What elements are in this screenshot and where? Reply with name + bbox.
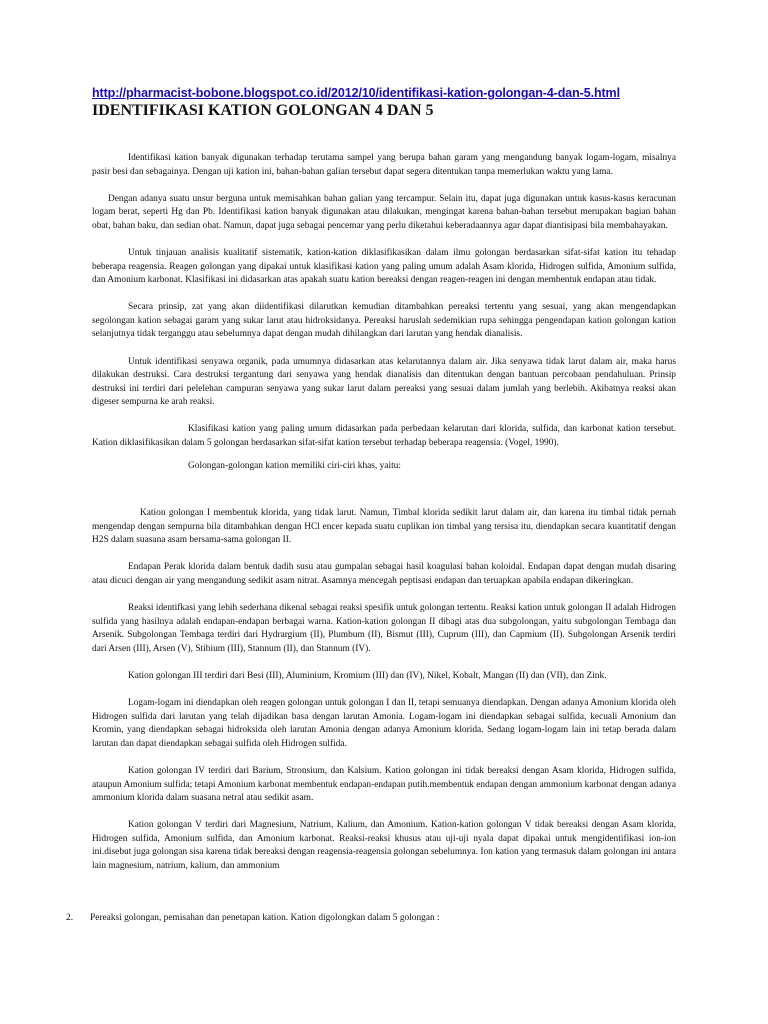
paragraph-characteristics: Golongan-golongan kation memiliki ciri-ciri khas, yaitu: <box>188 460 401 471</box>
list-number: 2. <box>66 913 74 923</box>
paragraph-group-1: Kation golongan I membentuk klorida, yang tidak larut. Namun, Timbal klorida sedikit larut dalam air, dan karena itu timbal tidak pernah mengendap dengan sempurna bila ditambahkan dengan HCl encer kepada suatu cuplikan ion timbal yang tersisa itu, diendapkan secara kuantitatif dengan H2S dalam suasana asam bersama-sama golongan II. <box>92 508 676 546</box>
source-url-link[interactable]: http://pharmacist-bobone.blogspot.co.id/2012/10/identifikasi-kation-golongan-4-dan-5.html <box>92 86 620 100</box>
paragraph-group-2: Reaksi identifkasi yang lebih sederhana dikenal sebagai reaksi spesifik untuk golongan tertentu. Reaksi kation untuk golongan II adalah Hidrogen sulfida yang hasilnya adalah endapan-endapan berbagai warna. Kation-kation golongan II dibagi atas dua subgolongan, yaitu subgolongan Tembaga dan Arsenik. Subgolongan Tembaga terdiri dari Hydrargium (II), Plumbum (II), Bismut (III), Cuprum (III), dan Capmium (II). Subgolongan Arsenik terdiri dari Arsen (III), Arsen (V), Stibium (III), Stannum (II), dan Stannum (IV). <box>92 603 676 654</box>
document-title: IDENTIFIKASI KATION GOLONGAN 4 DAN 5 <box>92 102 434 119</box>
numbered-item <box>66 912 440 926</box>
paragraph-intro: Identifikasi kation banyak digunakan terhadap terutama sampel yang berupa bahan garam yang mengandung banyak logam-logam, misalnya pasir besi dan sebagainya. Dengan uji kation ini, bahan-bahan galian tersebut dapat segera ditentukan tanpa memerlukan waktu yang lama. <box>92 153 676 177</box>
paragraph-classification: Klasifikasi kation yang paling umum didasarkan pada perbedaan kelarutan dari klorida, sulfida, dan karbonat kation tersebut. Kation diklasifikasikan dalam 5 golongan berdasarkan sifat-sifat kation tersebut terhadap beberapa reagensia. (Vogel, 1990). <box>92 424 676 448</box>
paragraph-group-3-metals: Logam-logam ini diendapkan oleh reagen golongan untuk golongan I dan II, tetapi semuanya diendapkan. Dengan adanya Amonium klorida oleh Hidrogen sulfida dari larutan yang telah dijadikan basa dengan larutan Amonia. Logam-logam ini diendapkan sebagai sulfida, kecuali Amonium dan Kromin, yang diendapkan sebagai hidroksida oleh larutan Amonia dengan adanya Amonium klorida. Sedang logam-logam lain ini tetap berada dalam larutan dan dapat diendapkan sebagai sulfida oleh Hidrogen sulfida. <box>92 698 676 749</box>
paragraph-analysis: Untuk tinjauan analisis kualitatif sistematik, kation-kation diklasifikasikan dalam ilmu golongan berdasarkan sifat-sifat kation itu tehadap beberapa reagensia. Reagen golongan yang dipakai untuk klasifikasi kation yang paling umum adalah Asam klorida, Hidrogen sulfida, Amonium sulfida, dan Amonium karbonat. Klasifikasi ini didasarkan atas apakah suatu kation bereaksi dengan reagen-reagen ini dengan membentuk endapan atau tidak. <box>92 247 676 286</box>
paragraph-principle: Secara prinsip, zat yang akan diidentifikasi dilarutkan kemudian ditambahkan pereaksi tertentu yang sesuai, yang akan mengendapkan segolongan kation sebagai garam yang sukar larut atau hidroksidanya. Pereaksi haruslah sedemikian rupa sehingga pengendapan kation golongan kation selanjutnya tidak terganggu atau sebelumnya dapat dengan mudah dihilangkan dari larutan yang hendak dianalisis. <box>92 302 676 340</box>
paragraph-group-5: Kation golongan V terdiri dari Magnesium, Natrium, Kalium, dan Amonium. Kation-kation golongan V tidak bereaksi dengan Asam klorida, Hidrogen sulfida, Amonium sulfida, dan Amonium karbonat. Reaksi-reaksi khusus atau uji-uji nyala dapat dipakai untuk mengidentifikasi ion-ion ini.disebut juga golongan sisa karena tidak bereaksi dengan reagensia-reagensia golongan sebelumnya. Ion kation yang termasuk dalam golongan ini antara lain magnesium, natrium, kalium, dan ammonium <box>92 820 676 872</box>
paragraph-usage: Dengan adanya suatu unsur berguna untuk memisahkan bahan galian yang tercampur. Selain itu, dapat juga digunakan untuk kasus-kasus keracunan logam berat, seperti Hg dan Pb. Identifikasi kation banyak digunakan atau dilakukan, mengingat karena bahan-bahan tersebut merupakan bagian bahan obat, bahan baku, dan sedian obat. Namun, dapat juga sebagai pencemar yang perlu diketahui keberadaannya agar dapat diantisipasi bila membahayakan. <box>92 193 676 231</box>
paragraph-silver-chloride: Endapan Perak klorida dalam bentuk dadih susu atau gumpalan sebagai hasil koagulasi bahan koloidal. Endapan dapat dengan mudah disaring atau dicuci dengan air yang mengandung sedikit asam nitrat. Asamnya mencegah peptisasi endapan dan teruapkan apabila endapan dikeringkan. <box>92 562 676 587</box>
paragraph-group-4: Kation golongan IV terdiri dari Barium, Stronsium, dan Kalsium. Kation golongan ini tidak bereaksi dengan Asam klorida, Hidrogen sulfida, ataupun Amonium sulfida; tetapi Amonium karbonat membentuk endapan-endapan putih.membentuk endapan dengan ammonium karbonat dengan adanya ammonium klorida dalam suasana netral atau sedikit asam. <box>92 766 676 804</box>
document-body <box>92 152 676 874</box>
paragraph-organic: Untuk identifikasi senyawa organik, pada umumnya didasarkan atas kelarutannya dalam air. Jika senyawa tidak larut dalam air, maka harus dilakukan destruksi. Cara destruksi tergantung dari senyawa yang hendak dianalisis dan ditentukan dengan bantuan percobaan pendahuluan. Prinsip destruksi ini terdiri dari pelelehan campuran senyawa yang sukar larut dalam pereaksi yang sesuai dalam jumlah yang berlebih. Akibatnya reaksi akan digeser sempurna ke arah reaksi. <box>92 356 676 408</box>
paragraph-group-3: Kation golongan III terdiri dari Besi (III), Aluminium, Kromium (III) dan (IV), Nikel, Kobalt, Mangan (II) dan (VII), dan Zink. <box>128 671 607 682</box>
list-item-text: Pereaksi golongan, pemisahan dan penetapan kation. Kation digolongkan dalam 5 golongan : <box>90 913 440 923</box>
